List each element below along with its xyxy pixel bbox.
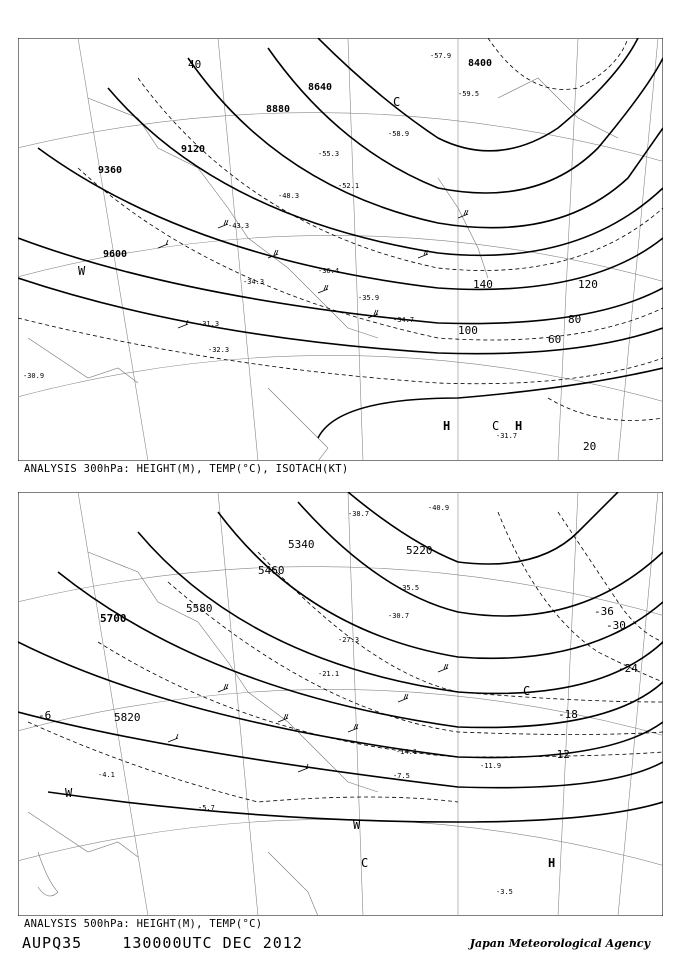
station-temp: -31.7 [496, 432, 518, 440]
caption-300hpa: ANALYSIS 300hPa: HEIGHT(M), TEMP(°C), ISOTACH(KT) [24, 463, 349, 475]
analysis-500hpa-map [18, 492, 663, 916]
station-temp: -52.1 [338, 182, 360, 190]
contour-label: 9360 [98, 165, 123, 176]
station-temp: -55.3 [318, 150, 340, 158]
valid-time: 130000UTC DEC 2012 [122, 934, 303, 952]
contour-label: 8880 [266, 104, 291, 115]
contour-label: 5220 [406, 544, 433, 557]
contour-label: 5580 [186, 602, 213, 615]
station-temp: -58.9 [388, 130, 410, 138]
isotach-label: 60 [548, 333, 562, 346]
station-temp: -36.4 [318, 267, 340, 275]
isotherm-label: -24 [618, 662, 638, 675]
isotach-label: 120 [578, 278, 598, 291]
contour-label: 5340 [288, 538, 315, 551]
cold-center-label: C [523, 684, 531, 698]
cold-center-label: C [492, 419, 500, 433]
station-temp: -57.9 [430, 52, 452, 60]
station-temp: -48.3 [278, 192, 300, 200]
station-temp: -40.9 [428, 504, 450, 512]
analysis-300hpa-map [18, 38, 663, 461]
station-temp: -30.7 [388, 612, 410, 620]
high-center-label: H [443, 419, 451, 433]
station-temp: -59.5 [458, 90, 480, 98]
station-temp: -38.7 [348, 510, 370, 518]
contour-label: 5820 [114, 711, 141, 724]
warm-center-label: W [78, 264, 86, 278]
isotach-label: 80 [568, 313, 582, 326]
station-temp: -21.1 [318, 670, 340, 678]
cold-center-label: C [361, 856, 369, 870]
station-temp: -34.7 [393, 316, 415, 324]
warm-center-label: W [353, 818, 361, 832]
isotach-label: 20 [583, 440, 597, 453]
warm-center-label: W [65, 786, 73, 800]
station-temp: -5.7 [198, 804, 215, 812]
agency-name: Japan Meteorological Agency [469, 937, 650, 950]
chart-id: AUPQ35 [22, 934, 83, 952]
map-300hpa-svg [18, 38, 663, 461]
contour-label: 8640 [308, 82, 333, 93]
contour-label: 5460 [258, 564, 285, 577]
isotherm-label: -12 [550, 748, 570, 761]
contour-label: 9600 [103, 249, 128, 260]
isotherm-label: -18 [558, 708, 578, 721]
isotherm-label: -30 [606, 619, 626, 632]
map-500hpa-svg [18, 492, 663, 916]
station-temp: -4.1 [98, 771, 115, 779]
high-center-label: H [515, 419, 523, 433]
station-temp: -27.3 [338, 636, 360, 644]
station-temp: -30.9 [23, 372, 45, 380]
station-temp: -34.3 [243, 278, 265, 286]
isotherm-label: -36 [594, 605, 614, 618]
station-temp: -43.3 [228, 222, 250, 230]
station-temp: -11.9 [480, 762, 502, 770]
chart-header [22, 934, 303, 952]
station-temp: -35.9 [358, 294, 380, 302]
isotherm-label: -6 [38, 709, 52, 722]
cold-center-label: C [393, 95, 401, 109]
station-temp: -7.5 [393, 772, 410, 780]
station-temp: -32.3 [208, 346, 230, 354]
contour-label: 9120 [181, 144, 206, 155]
isotach-label: 100 [458, 324, 478, 337]
station-temp: -14.1 [396, 748, 418, 756]
isotach-label: 140 [473, 278, 493, 291]
isotach-label: 40 [188, 58, 202, 71]
station-temp: -31.3 [198, 320, 220, 328]
high-center-label: H [548, 856, 556, 870]
station-temp: -35.5 [398, 584, 420, 592]
caption-500hpa: ANALYSIS 500hPa: HEIGHT(M), TEMP(°C) [24, 918, 263, 930]
station-temp: -3.5 [496, 888, 513, 896]
contour-label: 8400 [468, 58, 493, 69]
contour-label: 5700 [100, 612, 127, 625]
